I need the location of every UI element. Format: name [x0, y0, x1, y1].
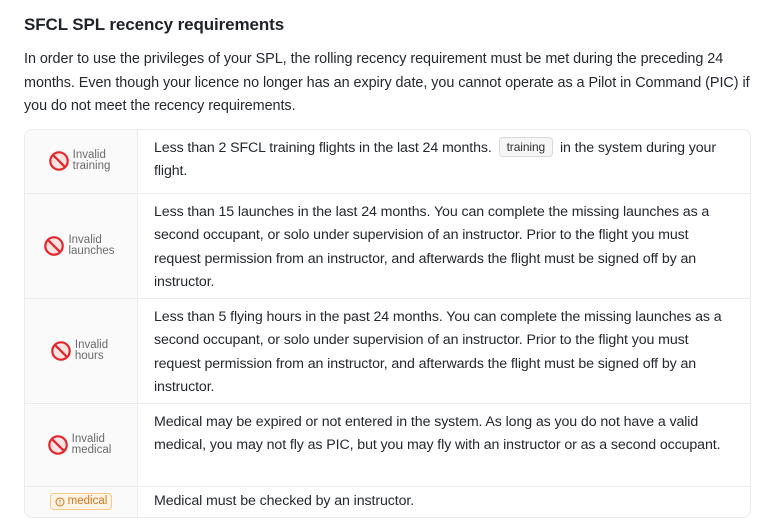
- description-cell: Medical must be checked by an instructor.: [154, 492, 415, 509]
- training-badge: training: [499, 137, 554, 157]
- table-row: [25, 298, 750, 403]
- prohibited-icon: [50, 340, 72, 362]
- table-row: [25, 403, 750, 486]
- prohibited-icon: [43, 235, 65, 257]
- prohibited-icon: [47, 434, 69, 456]
- status-cell: [25, 299, 138, 403]
- status-sublabel: launches: [68, 244, 115, 257]
- status-invalid-launches: [43, 235, 114, 257]
- status-label: Invalid: [71, 432, 105, 445]
- medical-warning-badge: medical: [50, 493, 113, 510]
- status-label: Invalid: [72, 149, 106, 161]
- status-label: Invalid: [68, 233, 102, 246]
- status-cell: [25, 194, 138, 298]
- clock-alert-icon: [55, 497, 65, 507]
- table-row: [25, 486, 750, 517]
- description-cell: Less than 15 launches in the last 24 months. You can complete the missing launches as a second occupant, or solo under supervision of an instructor. Prior to the flight you must request permission from an instructor, and afterwards the flight must be signed off by an instructor.: [154, 203, 710, 290]
- status-invalid-hours: [50, 340, 108, 362]
- prohibited-icon: [48, 150, 70, 172]
- status-cell: [25, 404, 138, 486]
- intro-paragraph: In order to use the privileges of your SPL, the rolling recency requirement must be met during the preceding 24 months. Even though your licence no longer has an expiry date, you cannot operate as a Pilot in Command (PIC) if you do not meet the recency requirements.: [24, 51, 750, 114]
- table-row: [25, 193, 750, 298]
- table-row: [25, 130, 750, 193]
- status-sublabel: medical: [71, 443, 112, 456]
- status-sublabel: hours: [74, 349, 104, 362]
- status-cell: [25, 130, 138, 193]
- status-label: Invalid: [74, 338, 109, 351]
- description-cell: Less than 5 flying hours in the past 24 months. You can complete the missing launches as a second occupant, or solo under supervision of an instructor. Prior to the flight you must request permission from an instructor, and afterwards the flight must be signed off by an instructor.: [154, 308, 722, 395]
- status-invalid-training: [48, 150, 111, 172]
- requirements-table: [24, 129, 751, 518]
- description-cell: Medical may be expired or not entered in the system. As long as you do not have a valid medical, you may not fly as PIC, but you may fly with an instructor or as a second occupant.: [154, 413, 721, 453]
- section-title: SFCL SPL recency requirements: [24, 15, 285, 34]
- description-cell: Less than 2 SFCL training flights in the last 24 months. training in the system during your flight.: [138, 130, 750, 193]
- status-cell: [25, 487, 138, 517]
- status-sublabel: training: [72, 160, 111, 172]
- status-invalid-medical: [47, 434, 112, 456]
